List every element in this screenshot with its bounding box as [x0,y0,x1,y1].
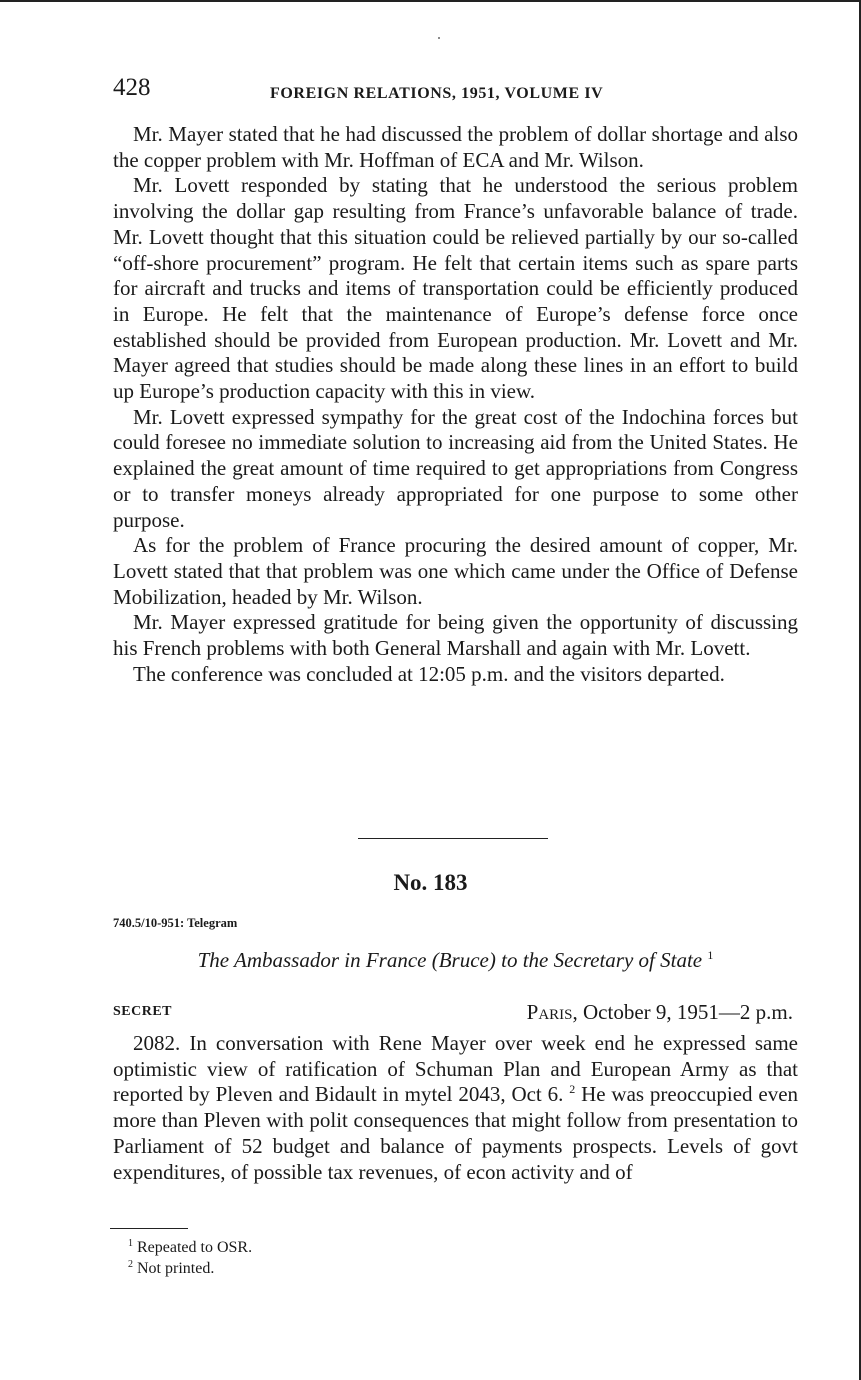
document-number: No. 183 [393,870,468,895]
telegram-text-part2: He was preoccupied even more than Pleven with polit consequences that might follow from presentation to Parliament of 52 budget and balance of payments prospects. Levels of govt expenditures, of possible tax revenues, of econ activity and of [113,1082,799,1184]
footnote-rule [110,1228,188,1229]
footnote-mark: 2 [569,1082,576,1097]
paragraph: Mr. Mayer expressed gratitude for being given the opportunity of discussing his French problems with both General Marshall and again with Mr. Lovett. [113,610,798,661]
telegram-body [113,1031,798,1185]
footnote-text: Repeated to OSR. [137,1239,253,1256]
footnote [128,1237,252,1258]
document-heading [113,948,798,973]
footnote [128,1258,252,1279]
dateline-place: Paris [526,1000,573,1024]
scan-speck [438,37,440,39]
classification-label: SECRET [113,1004,173,1019]
continued-text [113,122,798,687]
telegram-paragraph [113,1031,798,1185]
footnote-text: Not printed. [137,1260,215,1277]
dateline-date: , October 9, 1951—2 p.m. [572,1000,793,1024]
paragraph: Mr. Lovett responded by stating that he understood the serious problem involving the dollar gap resulting from France’s unfavorable balance of trade. Mr. Lovett thought that this situation could be relieved partially by our so-called “off-shore procurement” program. He felt that certain items such as spare parts for aircraft and trucks and items of transportation could be efficiently produced in Europe. He felt that the maintenance of Europe’s defense force once established should be provided from European production. Mr. Lovett and Mr. Mayer agreed that studies should be made along these lines in an effort to build up Europe’s production capacity with this in view. [113,173,798,404]
dateline [527,1000,793,1025]
file-reference: 740.5/10-951: Telegram [113,916,238,930]
scan-edge-top [0,0,861,2]
document-heading-text: The Ambassador in France (Bruce) to the Secretary of State [197,948,703,972]
page-number: 428 [113,74,151,101]
footnote-number: 2 [128,1258,133,1270]
running-title: FOREIGN RELATIONS, 1951, VOLUME IV [270,85,604,102]
telegram-text-part1: 2082. In conversation with Rene Mayer over week end he expressed same optimistic view of ratification of Schuman Plan and European Army as that reported by Pleven and Bidault in mytel 2043, Oct 6. [113,1031,798,1107]
paragraph: As for the problem of France procuring the desired amount of copper, Mr. Lovett stated that that problem was one which came under the Office of Defense Mobilization, headed by Mr. Wilson. [113,533,798,609]
footnote-number: 1 [128,1237,133,1249]
paragraph: Mr. Lovett expressed sympathy for the great cost of the Indochina forces but could foresee no immediate solution to increasing aid from the United States. He explained the great amount of time required to get appropriations from Congress or to transfer moneys already appropriated for one purpose to some other purpose. [113,404,798,532]
running-head [113,74,803,108]
footnote-mark: 1 [707,948,714,962]
paragraph: The conference was concluded at 12:05 p.m. and the visitors departed. [133,661,725,686]
footnotes [128,1237,252,1279]
paragraph: Mr. Mayer stated that he had discussed the problem of dollar shortage and also the copper problem with Mr. Hoffman of ECA and Mr. Wilson. [113,122,798,172]
section-divider [358,838,548,839]
